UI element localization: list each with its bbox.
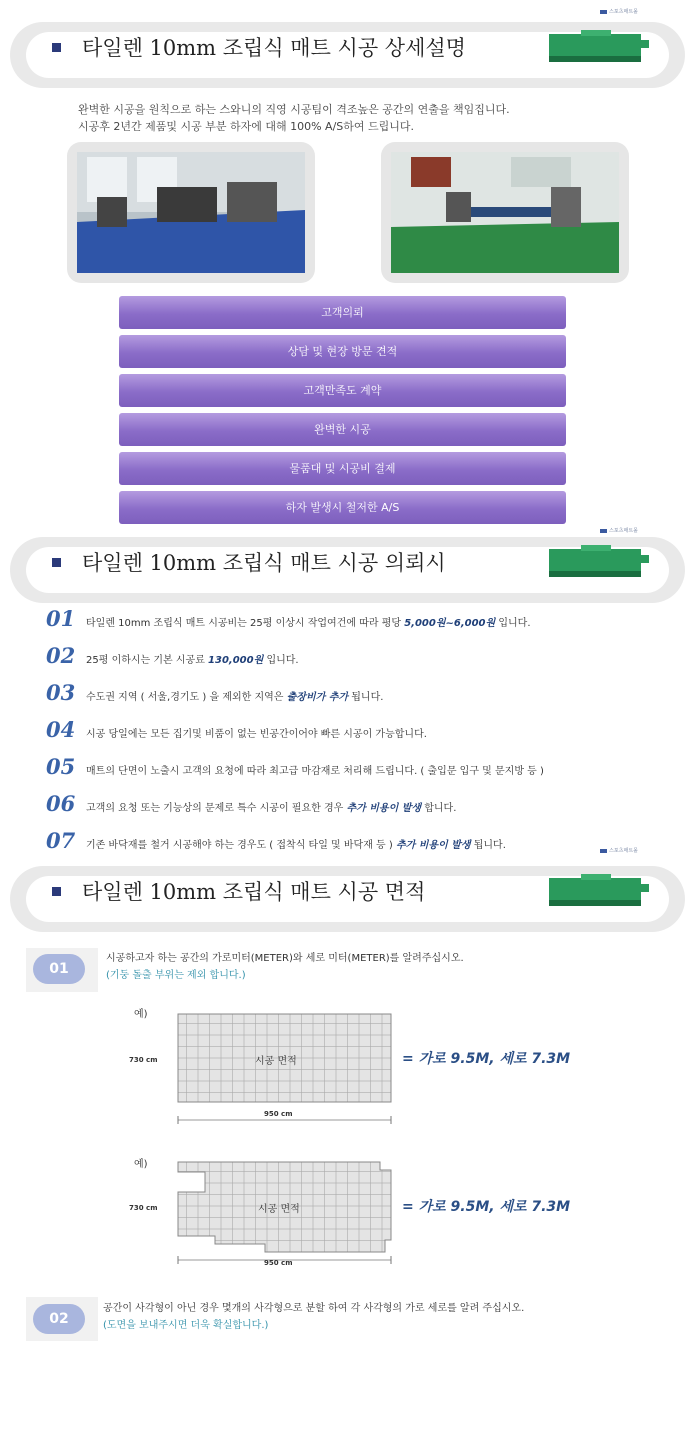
section-header-detail	[10, 22, 685, 88]
area-step1-text	[106, 950, 464, 984]
item-number: 01	[46, 606, 76, 631]
highlight-text: 130,000원	[208, 655, 264, 666]
request-item-text	[86, 651, 299, 666]
area-step2-text	[103, 1300, 524, 1334]
area-label: 시공 면적	[258, 1204, 300, 1215]
area-instruction: 공간이 사각형이 아닌 경우 몇개의 사각형으로 분할 하여 각 사각형의 가로 세로를 알려 주십시오.	[103, 1303, 525, 1314]
gym-photo-blue-floor	[67, 142, 315, 283]
item-text: 됩니다.	[470, 840, 506, 851]
process-step: 완벽한 시공	[119, 413, 566, 446]
item-text: 수도권 지역 ( 서울,경기도 ) 을 제외한 지역은	[86, 692, 287, 703]
intro-line: 완벽한 시공을 원칙으로 하는 스와니의 직영 시공팀이 격조높은 공간의 연출을 책임집니다.	[78, 103, 510, 116]
brand-mark: 스포츠매트몰	[600, 8, 638, 15]
item-number: 04	[46, 717, 76, 742]
process-step: 하자 발생시 철저한 A/S	[119, 491, 566, 524]
step-badge: 01	[33, 954, 85, 984]
item-text: 고객의 요청 또는 기능상의 문제로 특수 시공이 필요한 경우	[86, 803, 347, 814]
area-diagram-irregular	[175, 1160, 397, 1272]
item-text: 됩니다.	[348, 692, 384, 703]
section-header-area	[10, 866, 685, 932]
item-number: 05	[46, 754, 76, 779]
process-step: 상담 및 현장 방문 견적	[119, 335, 566, 368]
example-label: 예)	[134, 1159, 148, 1170]
mat-tile-icon	[541, 26, 661, 66]
height-label: 730 cm	[129, 1204, 158, 1212]
section-title: 타일렌 10mm 조립식 매트 시공 의뢰시	[82, 551, 446, 575]
intro-line: 시공후 2년간 제품및 시공 부분 하자에 대해 100% A/S하여 드립니다.	[78, 120, 415, 133]
request-item-text	[86, 799, 456, 814]
area-note: (기둥 돌출 부위는 제외 합니다.)	[106, 970, 246, 981]
item-text: 합니다.	[421, 803, 457, 814]
item-number: 02	[46, 643, 76, 668]
item-text: 타일렌 10mm 조립식 매트 시공비는 25평 이상시 작업여건에 따라 평당	[86, 618, 405, 629]
highlight-text: 5,000원~6,000원	[404, 618, 496, 629]
item-text: 기존 바닥재를 철거 시공해야 하는 경우도 ( 접착식 타일 및 바닥재 등 )	[86, 840, 396, 851]
bullet-icon	[52, 43, 61, 52]
section-title: 타일렌 10mm 조립식 매트 시공 상세설명	[82, 36, 466, 60]
height-label: 730 cm	[129, 1056, 158, 1064]
area-note: (도면을 보내주시면 더욱 확실합니다.)	[103, 1320, 269, 1331]
brand-mark: 스포츠매트몰	[600, 527, 638, 534]
item-number: 06	[46, 791, 76, 816]
area-instruction: 시공하고자 하는 공간의 가로미터(METER)와 세로 미터(METER)를 알려주십시오.	[106, 953, 464, 964]
item-text: 입니다.	[495, 618, 531, 629]
area-label: 시공 면적	[255, 1056, 297, 1067]
bullet-icon	[52, 558, 61, 567]
section-header-request	[10, 537, 685, 603]
highlight-text: 추가 비용이 발생	[346, 803, 422, 814]
area-formula: = 가로 9.5M, 세로 7.3M	[402, 1051, 571, 1067]
process-step: 물품대 및 시공비 결제	[119, 452, 566, 485]
mat-tile-icon	[541, 541, 661, 581]
example-label: 예)	[134, 1009, 148, 1020]
gym-photo-green-floor	[381, 142, 629, 283]
bullet-icon	[52, 887, 61, 896]
request-item-text	[86, 762, 544, 777]
section-title: 타일렌 10mm 조립식 매트 시공 면적	[82, 880, 426, 904]
width-label: 950 cm	[264, 1259, 293, 1267]
width-label: 950 cm	[264, 1110, 293, 1118]
process-step: 고객의뢰	[119, 296, 566, 329]
item-number: 03	[46, 680, 76, 705]
process-step: 고객만족도 계약	[119, 374, 566, 407]
item-text: 시공 당일에는 모든 집기및 비품이 없는 빈공간이어야 빠른 시공이 가능합니다.	[86, 729, 427, 740]
step-badge: 02	[33, 1304, 85, 1334]
mat-tile-icon	[541, 870, 661, 910]
area-formula: = 가로 9.5M, 세로 7.3M	[402, 1199, 571, 1215]
request-item-text	[86, 836, 506, 851]
item-text: 입니다.	[263, 655, 299, 666]
item-text: 25평 이하시는 기본 시공료	[86, 655, 209, 666]
item-text: 매트의 단면이 노출시 고객의 요청에 따라 최고급 마감재로 처리해 드립니다. ( 출입문 입구 및 문지방 등 )	[86, 766, 544, 777]
request-item-text	[86, 614, 531, 629]
brand-mark: 스포츠매트몰	[600, 847, 638, 854]
request-item-text	[86, 725, 427, 740]
request-item-text	[86, 688, 383, 703]
highlight-text: 추가 비용이 발생	[395, 840, 471, 851]
intro-text	[78, 101, 510, 135]
item-number: 07	[46, 828, 76, 853]
highlight-text: 출장비가 추가	[286, 692, 349, 703]
